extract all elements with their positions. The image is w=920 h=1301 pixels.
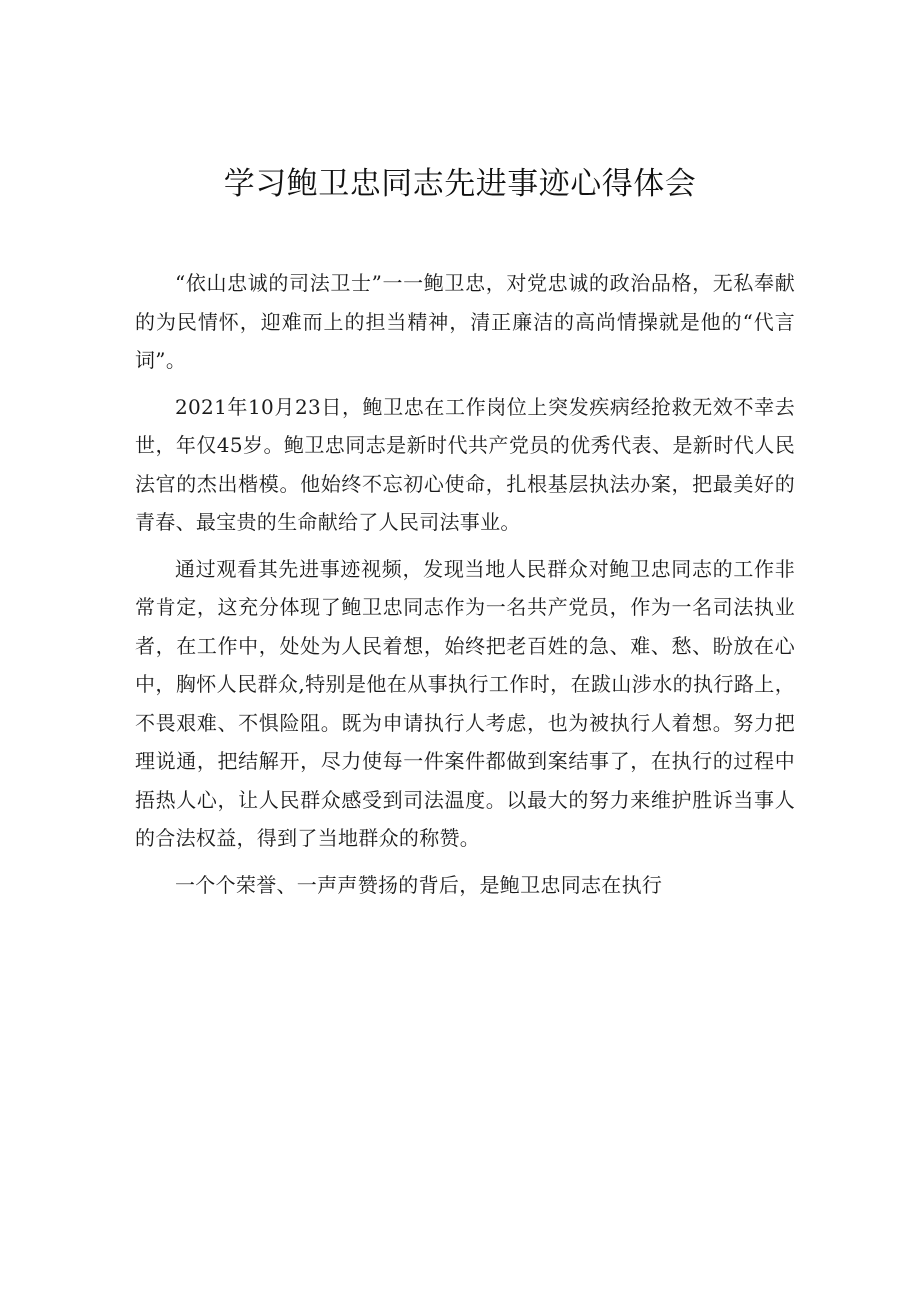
document-title: 学习鲍卫忠同志先进事迹心得体会	[223, 166, 697, 202]
paragraph: 一个个荣誉、一声声赞扬的背后，是鲍卫忠同志在执行	[175, 872, 663, 897]
paragraph: 2021年10月23日，鲍卫忠在工作岗位上突发疾病经抢救无效不幸去世，年仅45岁。鲍卫忠同志是新时代共产党员的优秀代表、是新时代人民法官的杰出楷模。他始终不忘初心使命，扎根基层执法办案，把最美好的青春、最宝贵的生命献给了人民司法事业。	[135, 394, 795, 534]
document-body	[135, 264, 795, 912]
paragraph: 通过观看其先进事迹视频，发现当地人民群众对鲍卫忠同志的工作非常肯定，这充分体现了鲍卫忠同志作为一名共产党员，作为一名司法执业者，在工作中，处处为人民着想，始终把老百姓的急、难、愁、盼放在心中，胸怀人民群众,特别是他在从事执行工作时，在跋山涉水的执行路上，不畏艰难、不惧险阻。既为申请执行人考虑，也为被执行人着想。努力把理说通，把结解开，尽力使每一件案件都做到案结事了，在执行的过程中捂热人心，让人民群众感受到司法温度。以最大的努力来维护胜诉当事人的合法权益，得到了当地群众的称赞。	[135, 556, 795, 850]
paragraph: “依山忠诚的司法卫士”一一鲍卫忠，对党忠诚的政治品格，无私奉献的为民情怀，迎难而上的担当精神，清正廉洁的高尚情操就是他的“代言词”。	[135, 271, 795, 372]
